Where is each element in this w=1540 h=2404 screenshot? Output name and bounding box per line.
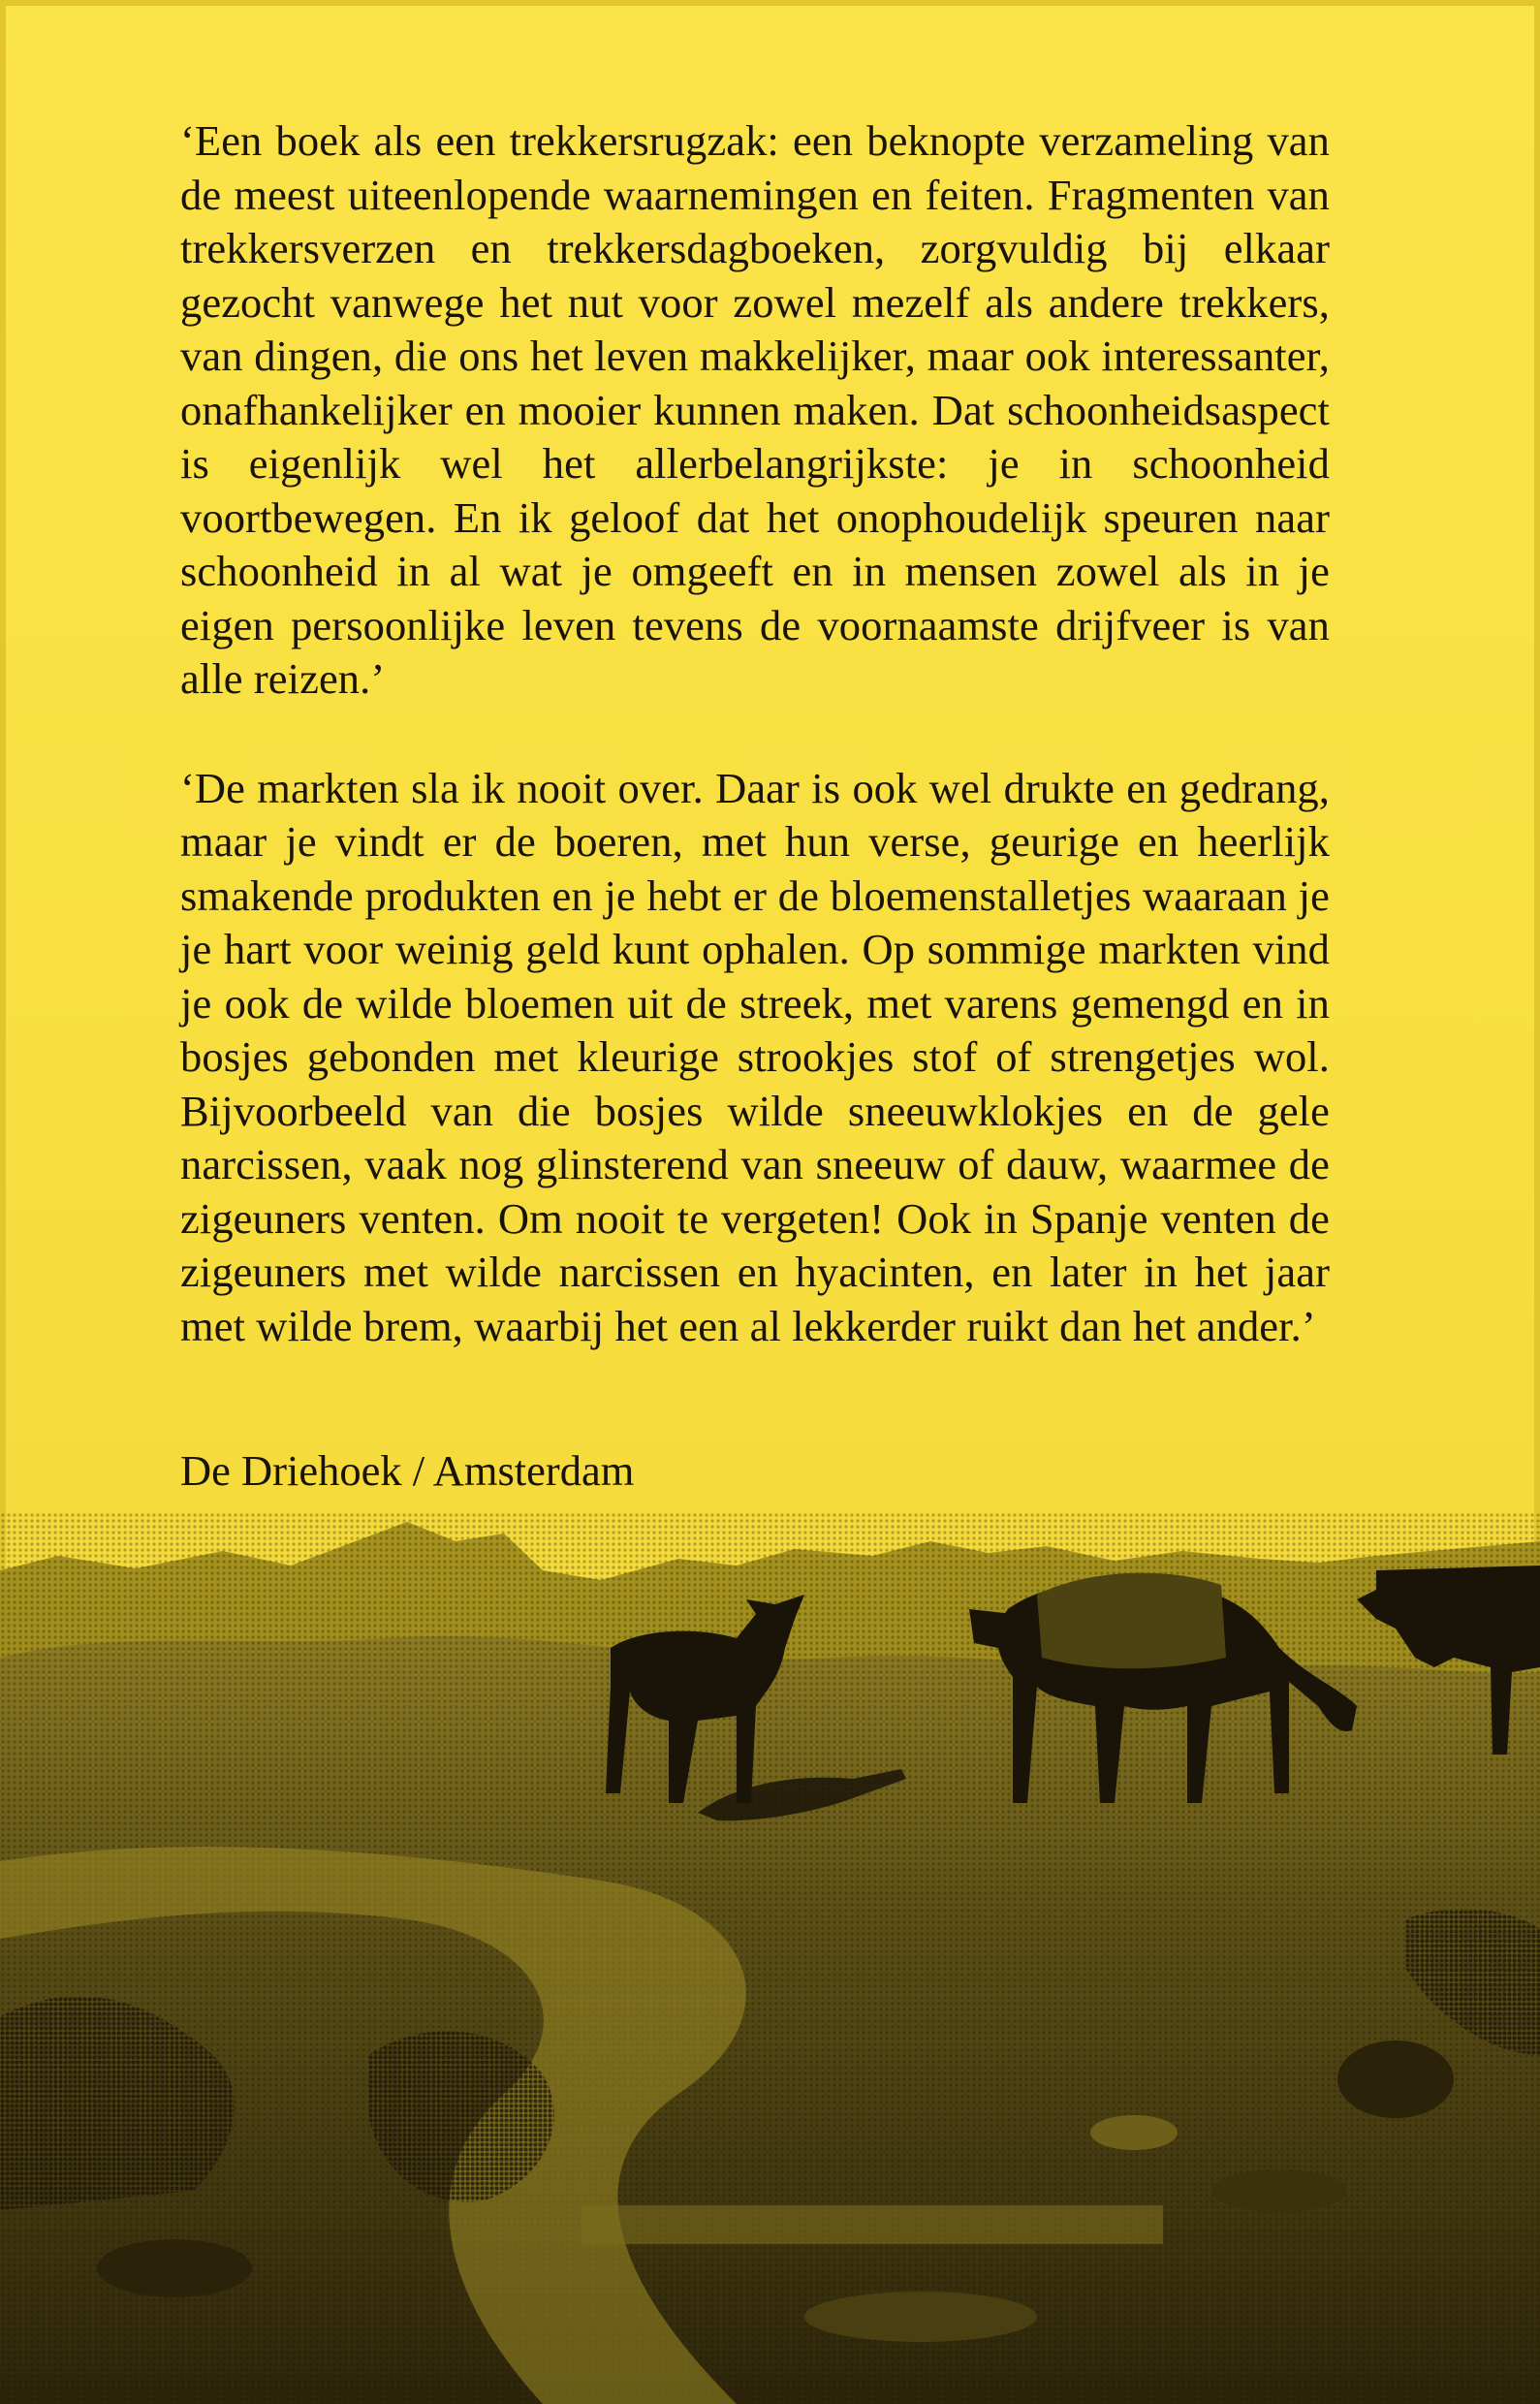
publisher-imprint: De Driehoek / Amsterdam (180, 1446, 635, 1495)
quote-paragraph-1: ‘Een boek als een trekkersrugzak: een beknopte verzameling van de meest uiteenlopende waarnemingen en feiten. Fragmenten van trekkersverzen en trekkersdagboeken, zorgvuldig bij elkaar gezocht vanwege het nut voor zowel mezelf als andere trekkers, van dingen, die ons het leven makkelijker, maar ook interessanter, onafhankelijker en mooier kunnen maken. Dat schoonheidsaspect is eigenlijk wel het allerbelangrijkste: je in schoonheid voortbewegen. En ik geloof dat het onophoudelijk speuren naar schoonheid in al wat je omgeeft en in mensen zowel als in je eigen persoonlijke leven tevens de voornaamste drijfveer is van alle reizen.’ (180, 116, 1330, 703)
blurb-text (180, 114, 1330, 1353)
quote-paragraph-2: ‘De markten sla ik nooit over. Daar is ook wel drukte en gedrang, maar je vindt er de boeren, met hun verse, geurige en heerlijk smakende produkten en je hebt er de bloemenstalletjes waaraan je je hart voor weinig geld kunt ophalen. Op sommige markten vind je ook de wilde bloemen uit de streek, met varens gemengd en in bosjes gebonden met kleurige strookjes stof of strengetjes wol. Bijvoorbeeld van die bosjes wilde sneeuwklokjes en de gele narcissen, vaak nog glinsterend van sneeuw of dauw, waarmee de zigeuners venten. Om nooit te vergeten! Ook in Spanje venten de zigeuners met wilde narcissen en hyacinten, en later in het jaar met wilde brem, waarbij het een al lekkerder ruikt dan het ander.’ (180, 763, 1330, 1350)
landscape-donkeys-photo (0, 1512, 1540, 2404)
